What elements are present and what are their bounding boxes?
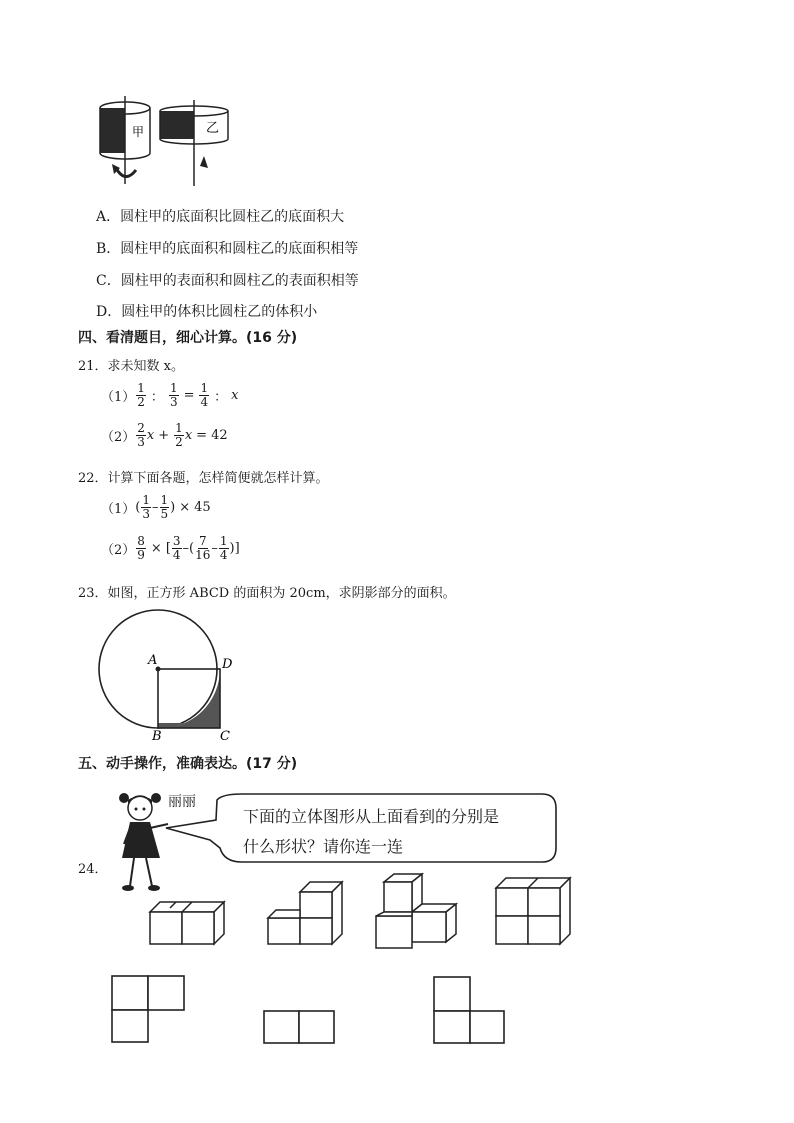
minus-paren: –( bbox=[182, 541, 195, 556]
girl-name: 丽丽 bbox=[168, 794, 196, 810]
q21-text: 21．求未知数 x。 bbox=[78, 359, 185, 374]
label-d: D bbox=[222, 657, 233, 672]
top-view-2[interactable] bbox=[262, 1009, 336, 1045]
bracket: [ bbox=[165, 541, 171, 556]
fraction: $\frac{1}{3}$ bbox=[142, 493, 150, 521]
colon: ： bbox=[214, 390, 228, 405]
fraction: $\frac{8}{9}$ bbox=[137, 534, 145, 562]
times: × bbox=[179, 500, 191, 515]
option-b[interactable]: B．圆柱甲的底面积和圆柱乙的底面积相等 bbox=[96, 241, 359, 257]
variable-x: x bbox=[146, 428, 155, 443]
circle-square-figure bbox=[96, 612, 246, 744]
fraction: $\frac{3}{4}$ bbox=[172, 534, 181, 562]
section-five-title: 五、动手操作，准确表达。(17 分) bbox=[78, 756, 298, 772]
colon: ： bbox=[150, 390, 164, 405]
q22-text: 22．计算下面各题，怎样简便就怎样计算。 bbox=[78, 471, 329, 486]
minus: – bbox=[211, 541, 218, 556]
minus: – bbox=[152, 500, 159, 515]
option-a[interactable]: A．圆柱甲的底面积比圆柱乙的底面积大 bbox=[96, 209, 345, 225]
equals: = bbox=[196, 428, 208, 443]
bracket: )] bbox=[229, 541, 240, 556]
part-label: （2） bbox=[101, 543, 136, 558]
label-b: B bbox=[152, 729, 162, 744]
q21-part2 bbox=[101, 422, 228, 449]
part-label: （1） bbox=[101, 390, 136, 405]
fraction: $\frac{7}{16}$ bbox=[195, 534, 211, 562]
times: × bbox=[150, 541, 162, 556]
part-label: （1） bbox=[101, 502, 136, 517]
bubble-line-1: 下面的立体图形从上面看到的分别是 bbox=[243, 807, 500, 826]
fraction: $\frac{2}{3}$ bbox=[137, 421, 145, 449]
q23-text: 23．如图，正方形 ABCD 的面积为 20cm，求阴影部分的面积。 bbox=[78, 586, 456, 601]
q24-number: 24． bbox=[78, 862, 108, 877]
fraction: $\frac{1}{4}$ bbox=[219, 534, 228, 562]
fraction: $\frac{1}{2}$ bbox=[175, 421, 183, 449]
variable-x: x bbox=[231, 388, 239, 403]
paren: ) bbox=[170, 500, 176, 515]
fraction: $\frac{1}{4}$ bbox=[200, 381, 209, 409]
q21-part1 bbox=[101, 382, 238, 409]
solid-figure-1[interactable] bbox=[148, 900, 228, 948]
variable-x: x bbox=[184, 428, 193, 443]
cylinder-a bbox=[100, 96, 150, 184]
fraction: $\frac{1}{3}$ bbox=[169, 381, 178, 409]
top-view-3[interactable] bbox=[432, 975, 508, 1045]
part-label: （2） bbox=[101, 430, 136, 445]
label-a: A bbox=[148, 653, 158, 668]
solid-figure-3[interactable] bbox=[372, 872, 462, 950]
equals: = bbox=[183, 388, 195, 403]
option-c[interactable]: C．圆柱甲的表面积和圆柱乙的表面积相等 bbox=[96, 273, 359, 289]
cylinder-figure bbox=[90, 96, 250, 196]
q22-part2 bbox=[101, 535, 240, 562]
rhs-value: 42 bbox=[211, 428, 228, 443]
section-four-title: 四、看清题目，细心计算。(16 分) bbox=[78, 330, 298, 346]
bubble-line-2: 什么形状？请你连一连 bbox=[243, 837, 404, 856]
solid-figure-4[interactable] bbox=[494, 876, 574, 946]
cylinder-a-label: 甲 bbox=[132, 125, 145, 139]
fraction: $\frac{1}{5}$ bbox=[160, 493, 169, 521]
fraction: $\frac{1}{2}$ bbox=[137, 381, 145, 409]
number: 45 bbox=[194, 500, 211, 515]
paren: ( bbox=[135, 500, 141, 515]
top-view-1[interactable] bbox=[110, 974, 186, 1044]
cylinder-b bbox=[160, 100, 228, 186]
cylinder-b-label: 乙 bbox=[206, 121, 220, 136]
label-c: C bbox=[220, 729, 230, 744]
solid-figure-2[interactable] bbox=[266, 880, 346, 946]
q22-part1 bbox=[101, 494, 211, 521]
option-d[interactable]: D．圆柱甲的体积比圆柱乙的体积小 bbox=[96, 304, 318, 320]
plus: + bbox=[158, 428, 170, 443]
